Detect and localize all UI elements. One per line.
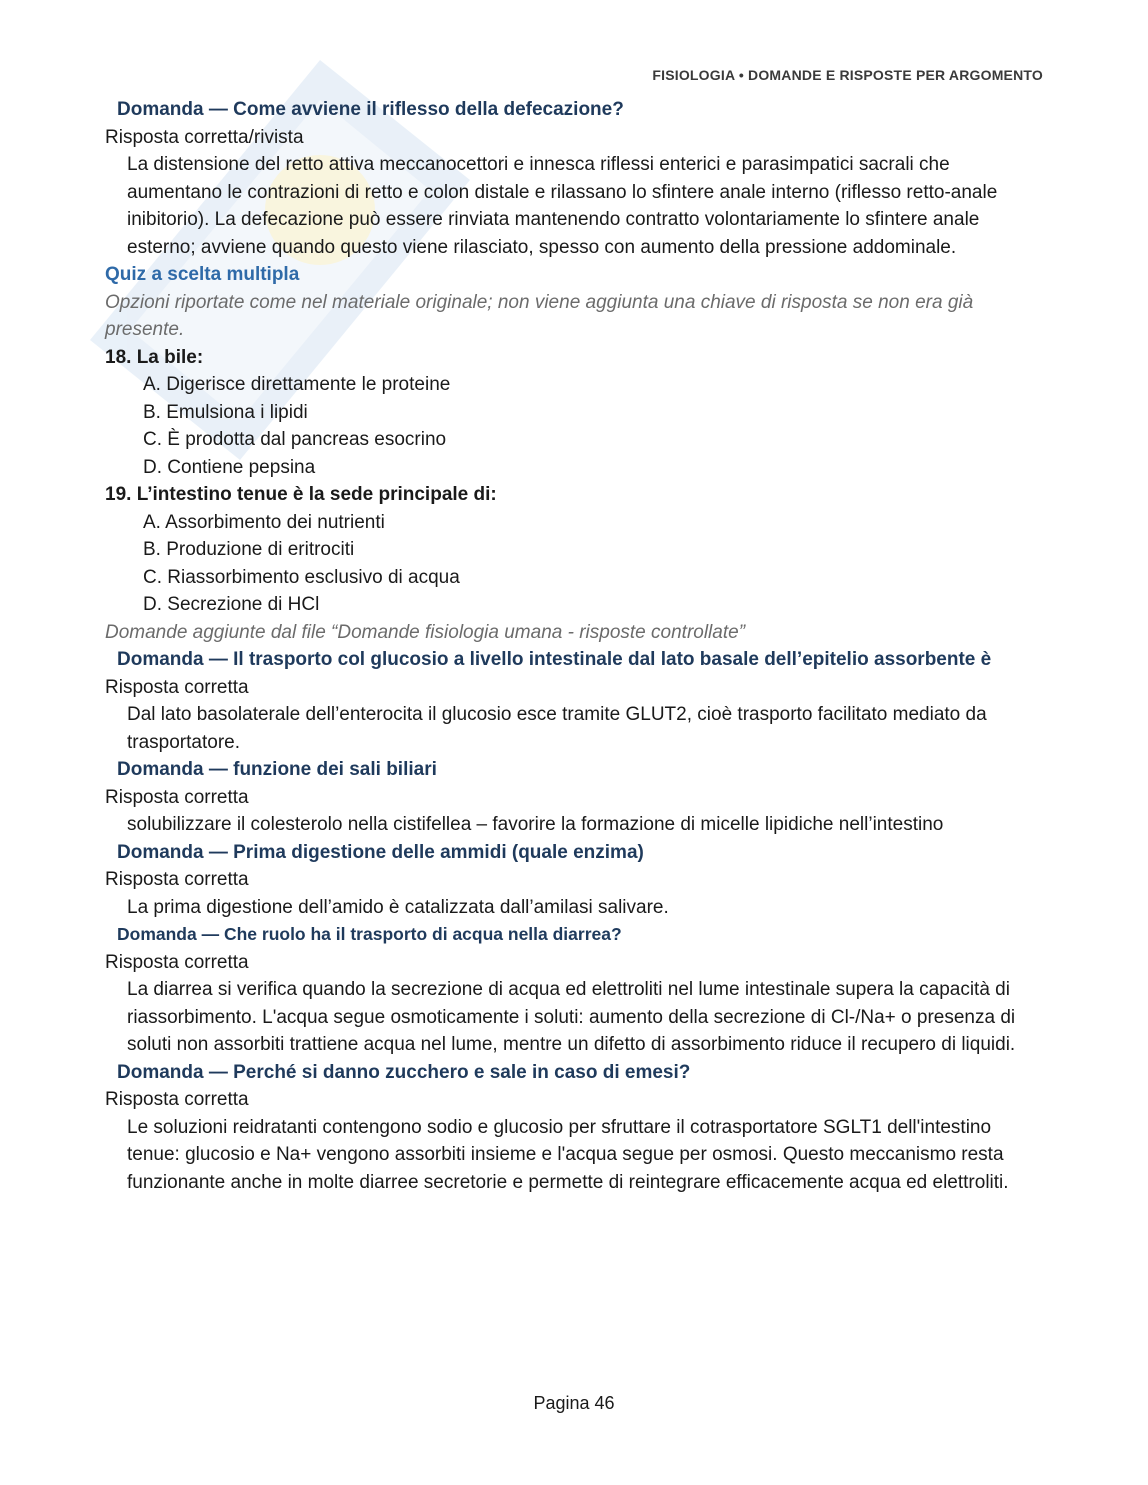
answer-text: Le soluzioni reidratanti contengono sodio e glucosio per sfruttare il cotrasportatore SGLT1 dell'intestino tenue: glucosio e Na+ vengono assorbiti insieme e l'acqua segue per osmosi. Questo meccanismo resta funzionante anche in molte diarree secretorie e permette di reintegrare efficacemente acqua ed elettroliti.	[127, 1116, 1009, 1193]
mcq-option: D. Secrezione di HCl	[143, 594, 320, 615]
question-heading: Domanda — Come avviene il riflesso della defecazione?	[117, 99, 624, 120]
question-heading: Domanda — funzione dei sali biliari	[117, 759, 437, 780]
answer-label: Risposta corretta	[105, 869, 249, 890]
page-content	[105, 96, 1045, 1196]
mcq-option: A. Digerisce direttamente le proteine	[143, 374, 451, 395]
section-note: Opzioni riportate come nel materiale originale; non viene aggiunta una chiave di risposta se non era già presente.	[105, 291, 974, 340]
mcq-option: C. Riassorbimento esclusivo di acqua	[143, 566, 460, 588]
question-heading: Domanda — Prima digestione delle ammidi (quale enzima)	[117, 841, 644, 863]
question-heading: Domanda — Perché si danno zucchero e sale in caso di emesi?	[117, 1061, 691, 1083]
mcq-question: 18. La bile:	[105, 346, 204, 368]
answer-text: solubilizzare il colesterolo nella cistifellea – favorire la formazione di micelle lipidiche nell’intestino	[127, 814, 944, 835]
section-title: Quiz a scelta multipla	[105, 264, 300, 285]
answer-label: Risposta corretta	[105, 786, 249, 808]
question-heading: Domanda — Il trasporto col glucosio a livello intestinale dal lato basale dell’epitelio assorbente è	[117, 649, 992, 670]
answer-text: La prima digestione dell’amido è catalizzata dall’amilasi salivare.	[127, 896, 669, 918]
added-questions-note: Domande aggiunte dal file “Domande fisiologia umana - risposte controllate”	[105, 621, 746, 643]
mcq-option: C. È prodotta dal pancreas esocrino	[143, 429, 447, 450]
answer-label: Risposta corretta/rivista	[105, 126, 304, 148]
answer-text: La distensione del retto attiva meccanocettori e innesca riflessi enterici e parasimpatici sacrali che aumentano le contrazioni di retto e colon distale e rilassano lo sfintere anale interno (riflesso retto-anale inibitorio). La defecazione può essere rinviata mantenendo contratto volontariamente lo sfintere anale esterno; avviene quando questo viene rilasciato, spesso con aumento della pressione addominale.	[127, 154, 998, 258]
mcq-option: B. Produzione di eritrociti	[143, 539, 355, 560]
mcq-option: A. Assorbimento dei nutrienti	[143, 511, 385, 533]
mcq-question: 19. L’intestino tenue è la sede principale di:	[105, 484, 497, 505]
mcq-option: B. Emulsiona i lipidi	[143, 401, 308, 423]
page-number: Pagina 46	[533, 1393, 615, 1413]
answer-text: La diarrea si verifica quando la secrezione di acqua ed elettroliti nel lume intestinale supera la capacità di riassorbimento. L'acqua segue osmoticamente i soluti: aumento della secrezione di Cl-/Na+ o presenza di soluti non assorbiti trattiene acqua nel lume, mentre un difetto di assorbimento riduce il recupero di liquidi.	[127, 979, 1016, 1055]
answer-label: Risposta corretta	[105, 676, 249, 698]
answer-text: Dal lato basolaterale dell’enterocita il glucosio esce tramite GLUT2, cioè trasporto facilitato mediato da trasportatore.	[127, 704, 987, 753]
answer-label: Risposta corretta	[105, 1089, 249, 1110]
mcq-option: D. Contiene pepsina	[143, 456, 316, 478]
question-heading: Domanda — Che ruolo ha il trasporto di acqua nella diarrea?	[117, 924, 622, 944]
running-header: FISIOLOGIA • DOMANDE E RISPOSTE PER ARGOMENTO	[652, 67, 1043, 83]
answer-label: Risposta corretta	[105, 951, 249, 973]
